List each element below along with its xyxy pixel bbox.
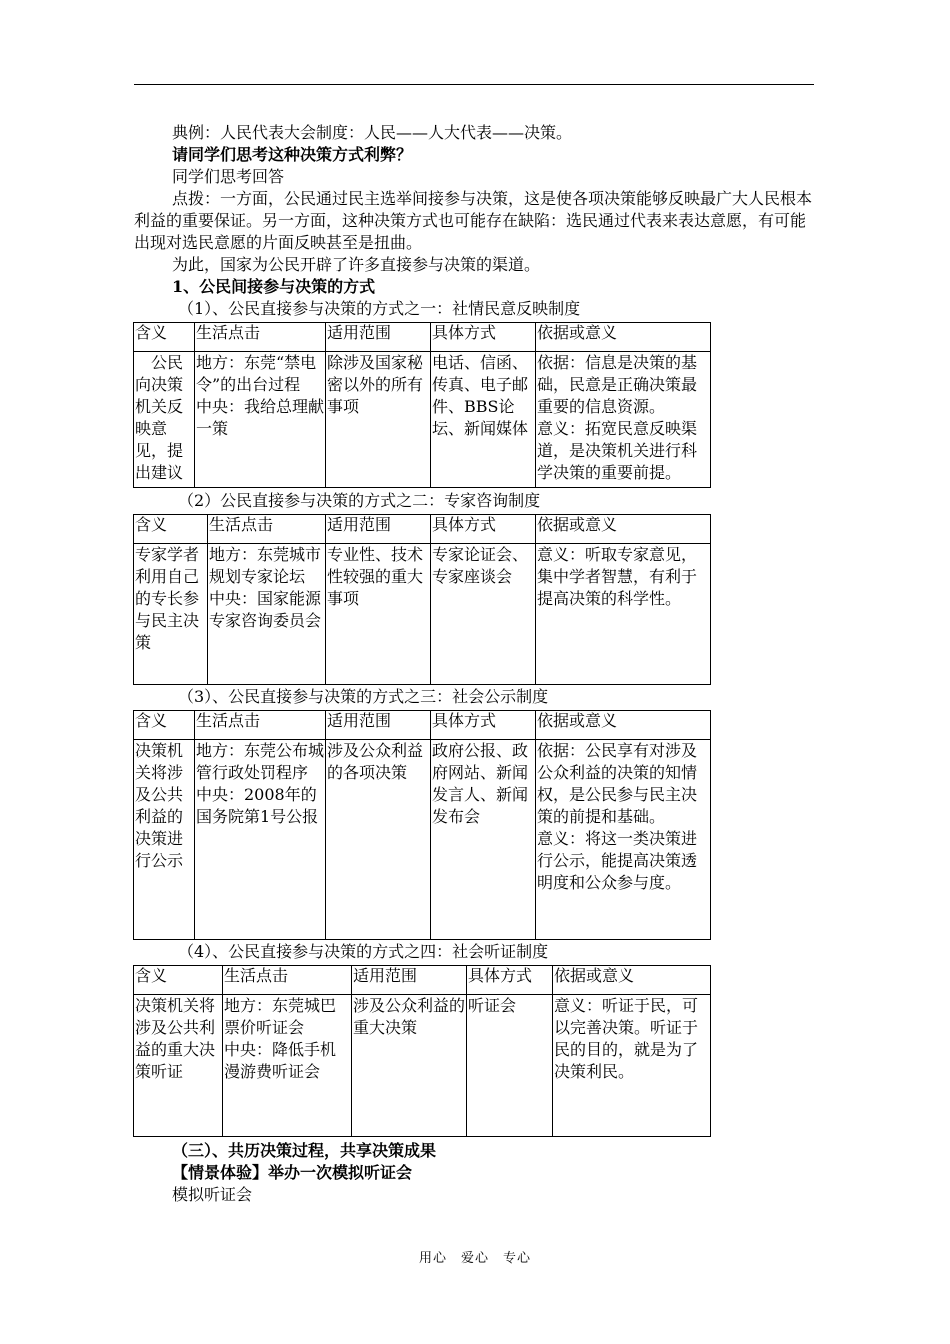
header-cell: 生活点击 [223,966,352,995]
table-4 [133,965,711,1137]
channels-line: 为此，国家为公民开辟了许多直接参与决策的渠道。 [172,255,541,274]
cell-meaning: 决策机关将涉及公共利益的决策进行公示 [134,740,195,940]
cell-examples: 地方：东莞公布城管行政处罚程序 中央：2008年的国务院第1号公报 [195,740,326,940]
table-header-row [134,323,711,352]
cell-scope: 涉及公众利益的各项决策 [326,740,431,940]
cell-methods: 听证会 [467,995,553,1137]
table-header-row [134,966,711,995]
table-caption-1: （1）、公民直接参与决策的方式之一：社情民意反映制度 [178,299,581,318]
header-cell: 适用范围 [326,711,431,740]
page-footer: 用心 爱心 专心 [418,1251,531,1266]
header-cell: 适用范围 [326,323,431,352]
cell-examples: 地方：东莞城市规划专家论坛 中央：国家能源专家咨询委员会 [208,544,326,685]
header-cell: 生活点击 [208,515,326,544]
header-cell: 适用范围 [352,966,467,995]
header-cell: 生活点击 [195,711,326,740]
header-cell: 依据或意义 [536,323,711,352]
hint-paragraph: 点拨：一方面，公民通过民主选举间接参与决策，这是使各项决策能够反映最广大人民根本利益的重要保证。另一方面，这种决策方式也可能存在缺陷：选民通过代表来表达意愿，有可能出现对选民意愿的片面反映甚至是扭曲。 [134,189,813,252]
header-cell: 依据或意义 [536,711,711,740]
cell-scope: 涉及公众利益的重大决策 [352,995,467,1137]
table-row [134,740,711,940]
cell-methods: 电话、信函、传真、电子邮件、BBS论坛、新闻媒体 [431,352,536,488]
header-cell: 适用范围 [326,515,431,544]
question-line: 请同学们思考这种决策方式利弊？ [172,145,413,164]
table-row [134,544,711,685]
example-line: 典例：人民代表大会制度：人民——人大代表——决策。 [172,123,573,142]
cell-significance: 依据：信息是决策的基础，民意是正确决策最重要的信息资源。 意义：拓宽民意反映渠道，是决策机关进行科学决策的重要前提。 [536,352,711,488]
section-heading-3: （三）、共历决策过程，共享决策成果 [172,1141,437,1160]
table-row [134,995,711,1137]
mock-hearing-line: 模拟听证会 [172,1185,253,1204]
header-cell: 具体方式 [431,323,536,352]
cell-significance: 意义：听证于民，可以完善决策。听证于民的目的，就是为了决策利民。 [553,995,711,1137]
header-cell: 具体方式 [431,711,536,740]
section-heading: 1、公民间接参与决策的方式 [172,277,376,296]
table-header-row [134,711,711,740]
table-3 [133,710,711,940]
header-cell: 具体方式 [431,515,536,544]
header-cell: 含义 [134,711,195,740]
cell-scope: 专业性、技术性较强的重大事项 [326,544,431,685]
cell-methods: 专家论证会、专家座谈会 [431,544,536,685]
header-cell: 具体方式 [467,966,553,995]
answer-line: 同学们思考回答 [172,167,285,186]
cell-methods: 政府公报、政府网站、新闻发言人、新闻发布会 [431,740,536,940]
header-cell: 生活点击 [195,323,326,352]
header-cell: 依据或意义 [553,966,711,995]
table-row [134,352,711,488]
table-caption-2: （2）公民直接参与决策的方式之二：专家咨询制度 [178,491,541,510]
table-header-row [134,515,711,544]
header-cell: 依据或意义 [536,515,711,544]
scenario-heading: 【情景体验】举办一次模拟听证会 [172,1163,413,1182]
header-cell: 含义 [134,515,208,544]
cell-scope: 除涉及国家秘密以外的所有事项 [326,352,431,488]
cell-meaning: 公民向决策机关反映意见，提出建议 [134,352,195,488]
header-rule [134,84,814,85]
table-caption-3: （3）、公民直接参与决策的方式之三：社会公示制度 [178,687,549,706]
cell-meaning: 专家学者利用自己的专长参与民主决策 [134,544,208,685]
cell-examples: 地方：东莞城巴票价听证会 中央：降低手机漫游费听证会 [223,995,352,1137]
cell-significance: 依据：公民享有对涉及公众利益的决策的知情权，是公民参与民主决策的前提和基础。 意义：将这一类决策进行公示，能提高决策透明度和公众参与度。 [536,740,711,940]
cell-significance: 意义：听取专家意见，集中学者智慧，有利于提高决策的科学性。 [536,544,711,685]
table-1 [133,322,711,488]
table-caption-4: （4）、公民直接参与决策的方式之四：社会听证制度 [178,942,549,961]
cell-examples: 地方：东莞“禁电令”的出台过程 中央：我给总理献一策 [195,352,326,488]
header-cell: 含义 [134,966,223,995]
cell-meaning: 决策机关将涉及公共利益的重大决策听证 [134,995,223,1137]
table-2 [133,514,711,685]
header-cell: 含义 [134,323,195,352]
